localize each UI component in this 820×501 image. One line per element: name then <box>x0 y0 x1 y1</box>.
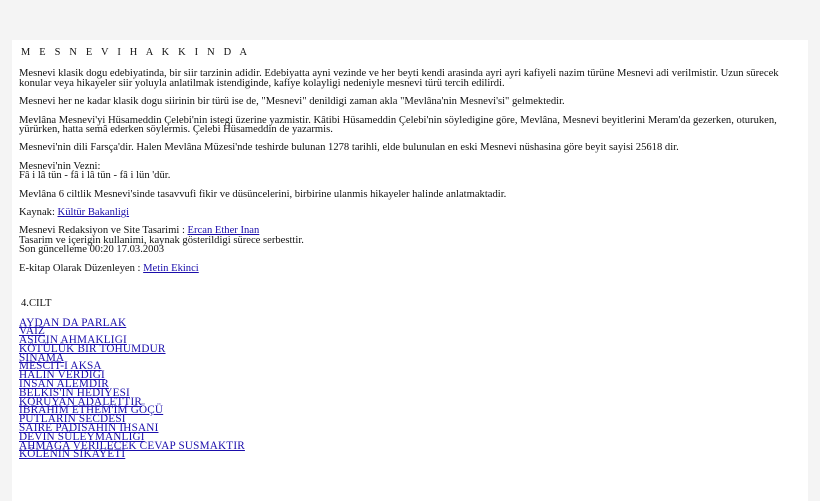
vezin-value: Fâ i lâ tün - fâ i lâ tün - fâ i lün 'dür. <box>19 170 171 182</box>
intro-paragraph-5: Mevlâna 6 ciltlik Mesnevi'sinde tasavvufi fikir ve düsüncelerini, birbirine ulanmis hikayeler halinde anlatmaktadir. <box>19 188 507 200</box>
toc-link-halin-verdigi[interactable]: HALIN VERDIGI <box>19 369 105 382</box>
source-link[interactable]: Kültür Bakanligi <box>57 207 130 219</box>
document-content <box>19 48 799 459</box>
volume-heading: 4.CILT <box>21 298 52 310</box>
toc-link-koruyan-adalettir[interactable]: KORUYAN ADALETTIR <box>19 395 143 408</box>
toc-link-ahmaga-verilecek-cevap[interactable]: AHMAGA VERILECEK CEVAP SUSMAKTIR <box>19 439 245 452</box>
toc-link-sinama[interactable]: SINAMA <box>19 351 65 364</box>
toc-link-saire-padisahin-ihsani[interactable]: SAIRE PADISAHIN IHSANI <box>19 422 159 435</box>
credits-block <box>19 226 799 254</box>
usage-text: Tasarim ve içerigin kullanimi, kaynak gösterildigi sürece serbesttir. <box>19 234 304 246</box>
intro-paragraph-1: Mesnevi klasik dogu edebiyatinda, bir siir tarzinin adidir. Edebiyatta ayni vezinde ve her beyti kendi arasinda ayri ayri kafiyeli nazim türüne Mesnevi adi verilmistir. Uzun sürecek konular veya hikayeler siir yoluyla anlatilmak istendiginde, kafiye kolayligi nedeniyle mesnevi türü tercih edilirdi. <box>19 68 779 89</box>
source-label: Kaynak: <box>19 207 55 219</box>
toc-link-putlarin-secdesi[interactable]: PUTLARIN SECDESI <box>19 413 126 426</box>
intro-paragraph-2: Mesnevi her ne kadar klasik dogu siirinin bir türü ise de, "Mesnevi" denildigi zaman akla "Mevlâna'nin Mesnevi'si" gelmektedir. <box>19 96 565 108</box>
vezin-block <box>19 162 799 181</box>
redaction-label: Mesnevi Redaksiyon ve Site Tasarimi : <box>19 225 185 237</box>
toc-link-asigin-ahmakligi[interactable]: ASIGIN AHMAKLIGI <box>19 334 127 347</box>
toc-link-vaiz[interactable]: VAIZ <box>19 325 46 338</box>
toc-link-ibrahim-ethemin-gocu[interactable]: IBRAHIM ETHEM'IM GÖÇÜ <box>19 404 164 417</box>
table-of-contents <box>19 316 799 461</box>
ebook-label: E-kitap Olarak Düzenleyen : <box>19 262 141 274</box>
toc-link-kolenin-sikayeti[interactable]: KÖLENIN SIKAYETI <box>19 448 126 461</box>
source-line <box>19 208 799 217</box>
intro-paragraph-3: Mevlâna Mesnevi'yi Hüsameddin Çelebi'nin istegi üzerine yazmistir. Kâtibi Hüsameddin Çelebi'nin söyledigine göre, Mevlâna, Mesnevi beyitlerini Meram'da gezerken, oturuken, yürürken, hatta semâ ederken söylermis. Çelebi Hüsameddin de yazarmis. <box>19 114 777 136</box>
toc-link-belkisin-hediyesi[interactable]: BELKIS'IN HEDIYESI <box>19 386 130 399</box>
redaction-link[interactable]: Ercan Ether Inan <box>187 225 260 237</box>
updated-text: Son güncelleme 00:20 17.03.2003 <box>19 244 165 256</box>
ebook-line <box>19 264 799 273</box>
toc-link-insan-alemdir[interactable]: INSAN ALEMDIR <box>19 378 109 391</box>
vezin-label: Mesnevi'nin Vezni: <box>19 160 101 172</box>
page-title: M E S N E V I H A K K I N D A <box>21 47 251 58</box>
intro-paragraph-4: Mesnevi'nin dili Farsça'dir. Halen Mevlâna Müzesi'nde teshirde bulunan 1278 tarihli, elde bulunulan en eski Mesnevi nüshasina göre beyit sayisi 25618 dir. <box>19 142 679 154</box>
toc-link-kotuluk-bir-tohumdur[interactable]: KÖTÜLÜK BIR TOHUMDUR <box>19 342 166 355</box>
toc-link-mescit-i-aksa[interactable]: MESCIT-I AKSA <box>19 360 102 373</box>
toc-link-aydan-da-parlak[interactable]: AYDAN DA PARLAK <box>19 316 127 329</box>
ebook-link[interactable]: Metin Ekinci <box>143 262 199 274</box>
toc-link-devin-suleymanligi[interactable]: DEVIN SÜLEYMANLIGI <box>19 430 145 443</box>
document-page <box>12 40 808 501</box>
